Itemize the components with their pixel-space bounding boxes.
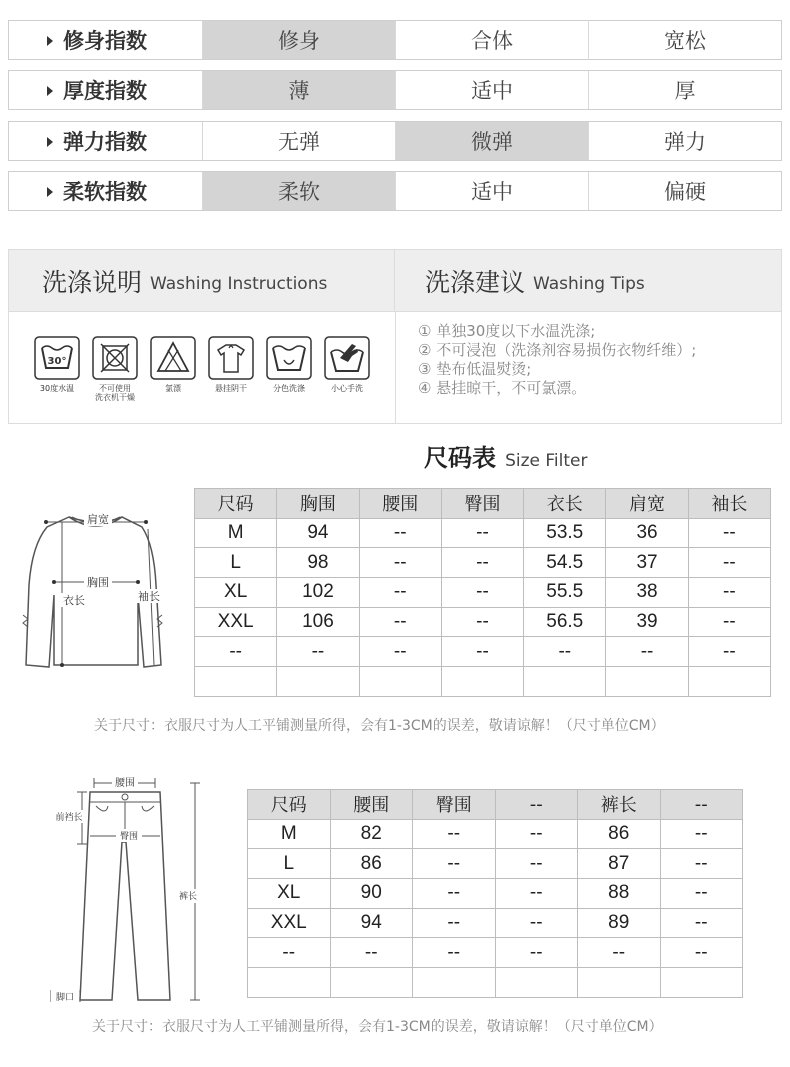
table-cell: [660, 968, 743, 998]
table-cell: M: [248, 819, 331, 849]
table-cell: 87: [578, 849, 661, 879]
table-header-row: [195, 489, 771, 519]
table-cell: 53.5: [524, 518, 606, 548]
table-cell: [495, 968, 578, 998]
table-cell: --: [688, 548, 770, 578]
table-header-cell: 肩宽: [606, 489, 688, 519]
shoulder-label: 肩宽: [87, 513, 109, 526]
table-header-cell: 腰围: [330, 790, 413, 820]
table-cell: 102: [277, 578, 359, 608]
washing-tip: ④ 悬挂晾干，不可氯漂。: [418, 379, 587, 397]
table-cell: --: [195, 637, 277, 667]
waist-label: 腰围: [115, 778, 135, 789]
table-cell: --: [441, 607, 523, 637]
washing-instructions-header: [9, 250, 395, 311]
table-cell: --: [495, 849, 578, 879]
hang-dry-icon: [208, 336, 254, 380]
table-cell: --: [441, 518, 523, 548]
table-cell: 94: [277, 518, 359, 548]
table-cell: 37: [606, 548, 688, 578]
table-cell: --: [359, 578, 441, 608]
care-icon-caption: 悬挂阴干: [215, 384, 247, 393]
size-chart-title-en: Size Filter: [505, 451, 588, 471]
index-option: 适中: [395, 71, 588, 109]
table-cell: 39: [606, 607, 688, 637]
table-row: [195, 518, 771, 548]
wash-30-icon: [34, 336, 80, 380]
table-cell: --: [660, 908, 743, 938]
bleach-icon: [150, 336, 196, 380]
table-cell: --: [441, 578, 523, 608]
table-cell: [524, 667, 606, 697]
size-chart-title-zh: 尺码表: [424, 444, 496, 472]
table-cell: 38: [606, 578, 688, 608]
washing-tip: ② 不可浸泡（洗涤剂容易损伤衣物纤维）;: [418, 341, 697, 359]
table-row: [195, 578, 771, 608]
table-cell: L: [248, 849, 331, 879]
table-cell: [359, 667, 441, 697]
table-cell: 86: [578, 819, 661, 849]
table-cell: 90: [330, 879, 413, 909]
index-row: [8, 171, 782, 211]
table-cell: --: [688, 578, 770, 608]
top-size-table: [194, 488, 771, 697]
table-header-cell: 胸围: [277, 489, 359, 519]
index-label: [9, 71, 202, 109]
table-cell: XL: [248, 879, 331, 909]
table-cell: [195, 667, 277, 697]
table-cell: --: [441, 548, 523, 578]
table-row: [248, 908, 743, 938]
table-cell: --: [359, 637, 441, 667]
table-cell: 54.5: [524, 548, 606, 578]
care-icon-cell: [202, 336, 260, 393]
table-cell: --: [359, 607, 441, 637]
washing-tips-title: 洗涤建议: [425, 267, 526, 297]
table-row: [248, 879, 743, 909]
table-cell: --: [330, 938, 413, 968]
table-header-cell: 裤长: [578, 790, 661, 820]
table-cell: 106: [277, 607, 359, 637]
hem-label: 脚口: [55, 993, 75, 1003]
pants-size-table: [247, 789, 743, 998]
pants-length-label: 裤长: [178, 892, 198, 902]
table-cell: --: [606, 637, 688, 667]
table-cell: --: [495, 879, 578, 909]
table-header-cell: 袖长: [688, 489, 770, 519]
table-cell: --: [660, 849, 743, 879]
washing-tips-header: [395, 250, 781, 311]
index-row: [8, 70, 782, 110]
triangle-right-icon: [47, 36, 53, 46]
table-cell: L: [195, 548, 277, 578]
table-row: [248, 938, 743, 968]
table-cell: 82: [330, 819, 413, 849]
index-option: 修身: [202, 21, 395, 59]
table-cell: 55.5: [524, 578, 606, 608]
index-option: 偏硬: [588, 172, 781, 210]
index-label: [9, 172, 202, 210]
table-cell: --: [495, 908, 578, 938]
care-icon-caption: 不可使用 洗衣机干燥: [95, 384, 135, 402]
index-option: 微弹: [395, 122, 588, 160]
table-cell: 88: [578, 879, 661, 909]
chest-label: 胸围: [87, 576, 109, 589]
table-cell: --: [359, 548, 441, 578]
table-cell: [688, 667, 770, 697]
washing-instructions-subtitle: Washing Instructions: [150, 273, 328, 294]
pants-diagram: [50, 772, 210, 1008]
table-cell: XXL: [248, 908, 331, 938]
index-option: 柔软: [202, 172, 395, 210]
table-row: [195, 607, 771, 637]
table-cell: [606, 667, 688, 697]
triangle-right-icon: [47, 137, 53, 147]
length-label: 衣长: [63, 594, 85, 607]
table-cell: [330, 968, 413, 998]
table-cell: --: [277, 637, 359, 667]
index-option: 厚: [588, 71, 781, 109]
care-icon-cell: [28, 336, 86, 393]
hip-label: 臀围: [119, 832, 139, 842]
index-label-text: 柔软指数: [63, 180, 147, 204]
index-label: [9, 21, 202, 59]
washing-tip: ① 单独30度以下水温洗涤;: [418, 322, 596, 340]
table-cell: 98: [277, 548, 359, 578]
table-cell: XL: [195, 578, 277, 608]
index-option: 弹力: [588, 122, 781, 160]
care-icon-caption: 分色洗涤: [273, 384, 305, 393]
index-label: [9, 122, 202, 160]
table-header-cell: 尺码: [195, 489, 277, 519]
table-cell: --: [413, 879, 496, 909]
index-row: [8, 121, 782, 161]
care-icon-caption: 氯漂: [165, 384, 181, 393]
table-cell: --: [660, 938, 743, 968]
index-label-text: 厚度指数: [63, 79, 147, 103]
table-cell: --: [660, 879, 743, 909]
table-cell: XXL: [195, 607, 277, 637]
sleeve-label: 袖长: [138, 590, 160, 603]
table-cell: --: [688, 607, 770, 637]
table-cell: --: [413, 819, 496, 849]
table-cell: [248, 968, 331, 998]
index-option: 宽松: [588, 21, 781, 59]
triangle-right-icon: [47, 86, 53, 96]
washing-tip: ③ 垫布低温熨烫;: [418, 360, 532, 378]
triangle-right-icon: [47, 187, 53, 197]
table-cell: --: [248, 938, 331, 968]
table-row: [195, 667, 771, 697]
care-icon-caption: 小心手洗: [331, 384, 363, 393]
table-cell: --: [359, 518, 441, 548]
table-header-cell: 臀围: [441, 489, 523, 519]
table-cell: [441, 667, 523, 697]
care-icon-cell: [318, 336, 376, 393]
table-header-cell: 腰围: [359, 489, 441, 519]
care-icon-cell: [260, 336, 318, 393]
table-row: [248, 819, 743, 849]
separate-wash-icon: [266, 336, 312, 380]
table-cell: --: [413, 849, 496, 879]
table-cell: 86: [330, 849, 413, 879]
washing-instructions-title: 洗涤说明: [42, 267, 143, 297]
table-cell: --: [524, 637, 606, 667]
index-label-text: 弹力指数: [63, 130, 147, 154]
table-row: [248, 849, 743, 879]
care-icon-cell: [144, 336, 202, 393]
table-cell: --: [495, 819, 578, 849]
index-row: [8, 20, 782, 60]
index-label-text: 修身指数: [63, 29, 147, 53]
svg-text:30°: 30°: [47, 356, 67, 367]
size-note-pants: 关于尺寸：衣服尺寸为人工平铺测量所得，会有1-3CM的误差，敬请谅解！（尺寸单位CM）: [92, 1019, 663, 1035]
care-icons: [28, 336, 378, 406]
table-row: [195, 637, 771, 667]
table-cell: M: [195, 518, 277, 548]
index-option: 合体: [395, 21, 588, 59]
table-header-row: [248, 790, 743, 820]
table-header-cell: --: [660, 790, 743, 820]
hand-wash-icon: [324, 336, 370, 380]
table-cell: --: [495, 938, 578, 968]
table-cell: 89: [578, 908, 661, 938]
top-garment-diagram: [14, 505, 174, 677]
index-option: 无弹: [202, 122, 395, 160]
table-row: [248, 968, 743, 998]
size-chart-title: [424, 438, 588, 473]
table-cell: --: [413, 908, 496, 938]
front-rise-label: 前裆长: [55, 813, 83, 823]
table-cell: --: [660, 819, 743, 849]
index-option: 薄: [202, 71, 395, 109]
table-cell: --: [688, 637, 770, 667]
table-cell: 36: [606, 518, 688, 548]
table-row: [195, 548, 771, 578]
care-icon-caption: 30度水温: [39, 384, 75, 393]
washing-tips-list: [418, 322, 778, 398]
table-cell: --: [688, 518, 770, 548]
care-icon-cell: [86, 336, 144, 402]
table-header-cell: 尺码: [248, 790, 331, 820]
size-note: 关于尺寸：衣服尺寸为人工平铺测量所得，会有1-3CM的误差，敬请谅解！（尺寸单位CM）: [94, 718, 665, 734]
table-cell: [277, 667, 359, 697]
washing-tips-subtitle: Washing Tips: [533, 273, 645, 294]
table-header-cell: 臀围: [413, 790, 496, 820]
table-cell: --: [578, 938, 661, 968]
table-cell: --: [413, 938, 496, 968]
index-option: 适中: [395, 172, 588, 210]
table-cell: [578, 968, 661, 998]
table-header-cell: --: [495, 790, 578, 820]
table-cell: 56.5: [524, 607, 606, 637]
table-cell: --: [441, 637, 523, 667]
table-cell: 94: [330, 908, 413, 938]
table-cell: [413, 968, 496, 998]
no-tumble-dry-icon: [92, 336, 138, 380]
table-header-cell: 衣长: [524, 489, 606, 519]
